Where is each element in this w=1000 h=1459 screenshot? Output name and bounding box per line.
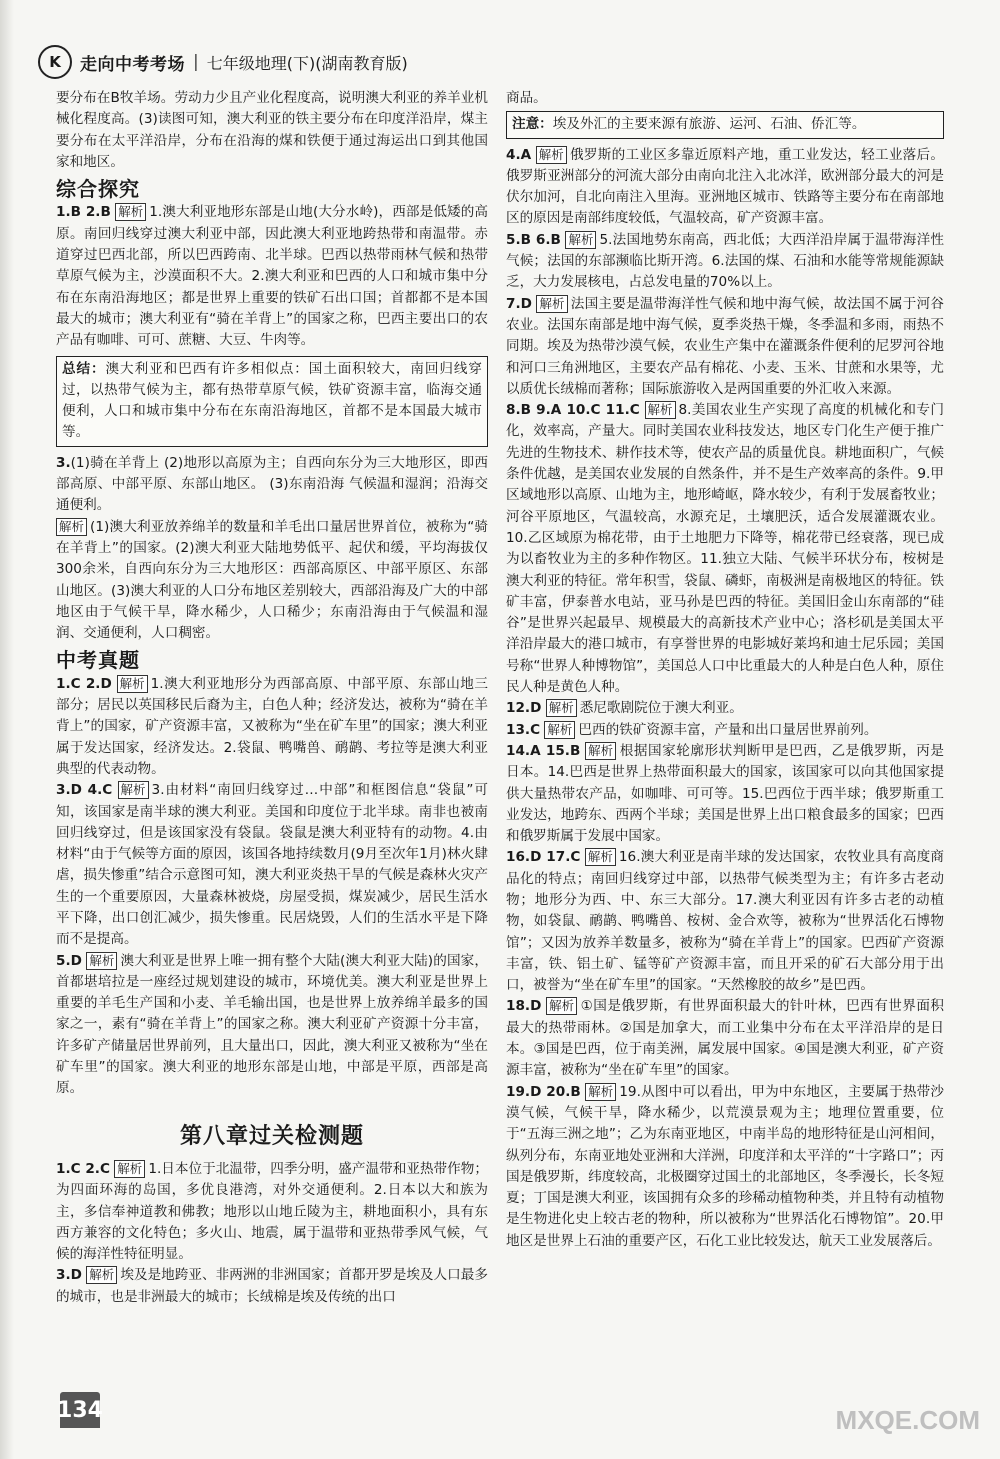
right-column: [506, 88, 944, 1252]
analysis-tag: 解析: [585, 848, 616, 866]
analysis-text: 16.澳大利亚是南半球的发达国家，农牧业具有高度商品化的特点；南回归线穿过中部，以热带气候类型为主；有许多古老动物；地形分为西、中、东三大部分。17.澳大利亚因有许多古老的动植物，如袋鼠、鸸鹋、鸭嘴兽、桉树、金合欢等，被称为“世界活化石博物馆”；又因为放养羊数量多，被称为“骑在羊背上”的国家。巴西矿产资源丰富，铁、铝土矿、锰等矿产资源丰富，而且开采的矿石大部分用于出口，被誉为“坐在矿车里”的国家。“天然橡胶的故乡”是巴西。: [506, 849, 944, 994]
analysis-tag: 解析: [117, 675, 148, 693]
answer-block: [506, 996, 944, 1081]
answer-block: [56, 951, 488, 1100]
note-box: [506, 111, 944, 138]
analysis-text: 埃及是地跨亚、非两洲的非洲国家；首都开罗是埃及人口最多的城市，也是非洲最大的城市；长绒棉是埃及传统的出口: [56, 1267, 489, 1305]
summary-box: [56, 356, 488, 447]
analysis-block: [56, 517, 488, 645]
answer-numbers: 13.C: [506, 721, 541, 738]
answer-block: [506, 698, 944, 719]
summary-label: 总结：: [62, 360, 106, 377]
answer-block: [56, 674, 488, 780]
analysis-text: 3.由材料“南回归线穿过…中部”和框图信息“袋鼠”可知，该国家是南半球的澳大利亚。美国和印度位于北半球。南非也被南回归线穿过，但是该国家没有袋鼠。袋鼠是澳大利亚特有的动物。4.由材料“由于气候等方面的原因，该国各地持续数月(9月至次年1月)林火肆虐，损失惨重”结合示意图可知，澳大利亚炎热干旱的气候是森林火灾产生的一个重要原因，大量森林被烧，房屋受损，煤炭减少，居民生活水平下降，出口创汇减少，损失惨重。民居烧毁，人们的生活水平是下降而不是提高。: [56, 782, 488, 948]
answer-block: [506, 145, 944, 230]
analysis-text: 1.日本位于北温带，四季分明，盛产温带和亚热带作物；为四面环海的岛国，多优良港湾，对外交通便利。2.日本以大和族为主，多信奉神道教和佛教；地形以山地丘陵为主，耕地面积小，具有东西方兼容的文化特色；多火山、地震，属于温带和亚热带季风气候，气候的海洋性特征明显。: [56, 1160, 488, 1263]
answer-block: [506, 1082, 944, 1252]
answer-numbers: 5.B 6.B: [506, 231, 561, 248]
header-separator: |: [193, 52, 199, 72]
analysis-tag: 解析: [115, 203, 146, 221]
analysis-text: 俄罗斯的工业区多靠近原料产地，重工业发达，轻工业落后。俄罗斯亚洲部分的河流大部分由南向北注入北冰洋，欧洲部分最大的河是伏尔加河，自北向南注入里海。亚洲地区城市、铁路等主要分布在南部地区的原因是南部纬度较低，气温较高，矿产资源丰富。: [506, 146, 944, 227]
analysis-text: ①国是俄罗斯，有世界面积最大的针叶林，巴西有世界面积最大的热带雨林。②国是加拿大，而工业集中分布在太平洋沿岸的是日本。③国是巴西，位于南美洲，属发展中国家。④国是澳大利亚，矿产资源丰富，被称为“坐在矿车里”的国家。: [506, 998, 944, 1079]
analysis-text: 根据国家轮廓形状判断甲是巴西，乙是俄罗斯，丙是日本。14.巴西是世界上热带面积最大的国家，该国家可以向其他国家提供大量热带农产品，如咖啡、可可等。15.巴西位于西半球；俄罗斯重工业发达，地跨东、西两个半球；美国是世界上出口粮食最多的国家；巴西和俄罗斯属于发展中国家。: [506, 742, 945, 845]
section-heading-zonghe: 综合探究: [56, 177, 140, 202]
answer-numbers: 1.C 2.C: [56, 1160, 110, 1177]
analysis-text: 1.澳大利亚地形分为西部高原、中部平原、东部山地三部分；居民以英国移民后裔为主，白色人种；经济发达，被称为“骑在羊背上”的国家，矿产资源丰富，又被称为“坐在矿车里”的国家；澳大利亚属于发达国家，经济发达。2.袋鼠、鸭嘴兽、鸸鹋、考拉等是澳大利亚典型的代表动物。: [56, 675, 488, 777]
answer-numbers: 12.D: [506, 700, 542, 717]
note-label: 注意：: [512, 116, 553, 133]
analysis-tag: 解析: [114, 1160, 145, 1178]
analysis-text: 澳大利亚是世界上唯一拥有整个大陆(澳大利亚大陆)的国家，首都堪培拉是一座经过规划建设的城市，环境优美。澳大利亚是世界上重要的羊毛生产国和小麦、羊毛输出国，也是世界上放养绵羊最多的国家之一，素有“骑在羊背上”的国家之称。澳大利亚矿产资源十分丰富，许多矿产储量居世界前列，且大量出口，因此，澳大利亚又被称为“坐在矿车里”的国家。澳大利亚的地形东部是山地，中部是平原，西部是高原。: [56, 952, 488, 1097]
analysis-text: 19.从图中可以看出，甲为中东地区，主要属于热带沙漠气候，气候干旱，降水稀少，以荒漠景观为主；地理位置重要，位于“五海三洲之地”；乙为东南亚地区，中南半岛的地形特征是山河相间，纵列分布，东南亚地处亚洲和大洋洲，印度洋和太平洋的“十字路口”；丙国是俄罗斯，纬度较高，北极圈穿过国土的北部地区，冬季漫长，长冬短夏；丁国是澳大利亚，该国拥有众多的珍稀动植物种类，并且特有动植物是生物进化史上较古老的物种，所以被称为“世界活化石博物馆”。20.甲地区是世界上石油的重要产区，石化工业比较发达，航天工业发展落后。: [506, 1083, 944, 1249]
answer-block: [56, 453, 488, 517]
watermark: MXQE.COM: [835, 1405, 980, 1435]
answer-numbers: 16.D 17.C: [506, 849, 581, 866]
brand-title: 走向中考考场: [80, 54, 185, 75]
analysis-text: 8.美国农业生产实现了高度的机械化和专门化，效率高，产量大。同时美国农业科技发达，地区专门化生产便于推广先进的生物技术、耕作技术等，使农产品的质量优良。耕地面积广，气候条件优越，是美国农业发展的自然条件，并不是生产效率高的条件。9.甲区域地形以高原、山地为主，地形崎岖，降水较少，有利于发展畜牧业；河谷平原地区，气温较高，水源充足，土壤肥沃，适合发展灌溉农业。10.乙区域原为棉花带，由于土地肥力下降等，棉花带已经衰落，现已成为以畜牧业为主的多种作物区。11.独立大陆、气候半环状分布，桉树是澳大利亚的特征。常年积雪，袋鼠、磷虾，南极洲是南极地区的特征。铁矿丰富，伊泰普水电站，亚马孙是巴西的特征。美国旧金山东南部的“硅谷”是世界兴起最早、规模最大的高新技术产业中心；洛杉矶是美国太平洋沿岸最大的港口城市，有享誉世界的电影城好莱坞和迪士尼乐园；美国号称“世界人种博物馆”，美国总人口中比重最大的人种是白色人种，原住民人种是黄色人种。: [506, 402, 944, 696]
note-text: 埃及外汇的主要来源有旅游、运河、石油、侨汇等。: [552, 116, 866, 133]
book-subject: 七年级地理(下)(湖南教育版): [206, 53, 408, 73]
analysis-tag: 解析: [536, 146, 567, 164]
analysis-tag: 解析: [645, 401, 676, 419]
page-header: [38, 44, 478, 80]
answer-numbers: 3.: [56, 454, 71, 471]
analysis-tag: 解析: [536, 295, 567, 313]
logo-icon: K: [38, 45, 72, 79]
continuation-text: 商品。: [506, 90, 547, 106]
summary-text: 澳大利亚和巴西有许多相似点：国土面积较大，南回归线穿过，以热带气候为主，都有热带草原气候，铁矿资源丰富，临海交通便利，人口和城市集中分布在东南沿海地区，首都不是本国最大城市等。: [62, 360, 483, 441]
analysis-text: 法国主要是温带海洋性气候和地中海气候，故法国不属于河谷农业。法国东南部是地中海气候，夏季炎热干燥，冬季温和多雨，雨热不同期。埃及为热带沙漠气候，农业生产集中在灌溉条件便利的尼罗河谷地和河口三角洲地区，主要农产品有棉花、小麦、玉米、甘蔗和水果等，尤以质优长绒棉而著称；国际旅游收入是两国重要的外汇收入来源。: [506, 295, 944, 397]
analysis-tag: 解析: [585, 742, 616, 760]
analysis-tag: 解析: [585, 1083, 616, 1101]
answer-block: [506, 847, 944, 996]
analysis-tag: 解析: [56, 518, 87, 536]
analysis-tag: 解析: [546, 699, 577, 717]
analysis-text: 巴西的铁矿资源丰富，产量和出口量居世界前列。: [578, 721, 878, 738]
analysis-tag: 解析: [546, 997, 577, 1015]
answer-block: [56, 1159, 488, 1265]
answer-numbers: 14.A 15.B: [506, 742, 581, 759]
answer-text: (1)骑在羊背上 (2)地形以高原为主；自西向东分为三大地形区，即西部高原、中部平原、东部山地区。 (3)东南沿海 气候温和湿润；沿海交通便利。: [56, 454, 488, 514]
answer-block: [506, 741, 944, 847]
answer-numbers: 7.D: [506, 295, 532, 312]
answer-numbers: 19.D 20.B: [506, 1083, 581, 1100]
answer-block: [56, 780, 488, 950]
answer-numbers: 3.D 4.C: [56, 782, 113, 799]
answer-numbers: 5.D: [56, 952, 82, 969]
answer-numbers: 4.A: [506, 146, 532, 163]
analysis-tag: 解析: [86, 1266, 117, 1284]
analysis-tag: 解析: [118, 781, 149, 799]
answer-numbers: 8.B 9.A 10.C 11.C: [506, 402, 640, 419]
chapter-title: 第八章过关检测题: [179, 1123, 364, 1149]
answer-block: [56, 1265, 488, 1308]
analysis-tag: 解析: [86, 952, 117, 970]
analysis-text: 1.澳大利亚地形东部是山地(大分水岭)，西部是低矮的高原。南回归线穿过澳大利亚中部，因此澳大利亚地跨热带和南温带。赤道穿过巴西北部，所以巴西跨南、北半球。巴西以热带雨林气候和热带草原气候为主，沙漠面积不大。2.澳大利亚和巴西的人口和城市集中分布在东南沿海地区；都是世界上重要的铁矿石出口国；首都都不是本国最大的城市；澳大利亚有“骑在羊背上”的国家之称，巴西主要出口的农产品有咖啡、可可、蔗糖、大豆、牛肉等。: [56, 204, 488, 349]
intro-paragraph: 要分布在B牧羊场。劳动力少且产业化程度高，说明澳大利亚的养羊业机械化程度高。(3)读图可知，澳大利亚的铁主要分布在印度洋沿岸，煤主要分布在太平洋沿岸，分布在沿海的煤和铁便于通过海运出口到其他国家和地区。: [56, 90, 488, 170]
page-number: 134: [60, 1392, 100, 1428]
answer-block: [506, 294, 944, 400]
answer-numbers: 1.C 2.D: [56, 675, 112, 692]
analysis-text: 5.法国地势东南高，西北低；大西洋沿岸属于温带海洋性气候；法国的东部濒临比斯开湾。6.法国的煤、石油和水能等常规能源缺乏，大力发展核电，占总发电量的70%以上。: [506, 231, 944, 291]
left-column: [56, 88, 488, 1308]
answer-numbers: 3.D: [56, 1267, 82, 1284]
answer-block: [506, 400, 944, 698]
analysis-tag: 解析: [565, 231, 596, 249]
answer-block: [56, 202, 488, 351]
analysis-text: 悉尼歌剧院位于澳大利亚。: [579, 700, 743, 717]
answer-numbers: 18.D: [506, 998, 542, 1015]
analysis-text: (1)澳大利亚放养绵羊的数量和羊毛出口量居世界首位，被称为“骑在羊背上”的国家。(2)澳大利亚大陆地势低平、起伏和缓，平均海拔仅300余米，自西向东分为三大地形区：西部高原区、中部平原区、东部山地区。(3)澳大利亚的人口分布地区差别较大，西部沿海及广大的中部地区由于气候干旱，降水稀少，人口稀少；东南沿海由于气候温和湿润、交通便利，人口稠密。: [56, 518, 488, 642]
page-spine-shadow: [0, 0, 14, 1459]
analysis-tag: 解析: [544, 721, 575, 739]
answer-block: [506, 720, 944, 741]
section-heading-zhongkao: 中考真题: [56, 648, 140, 673]
answer-block: [506, 230, 944, 294]
answer-numbers: 1.B 2.B: [56, 204, 111, 221]
